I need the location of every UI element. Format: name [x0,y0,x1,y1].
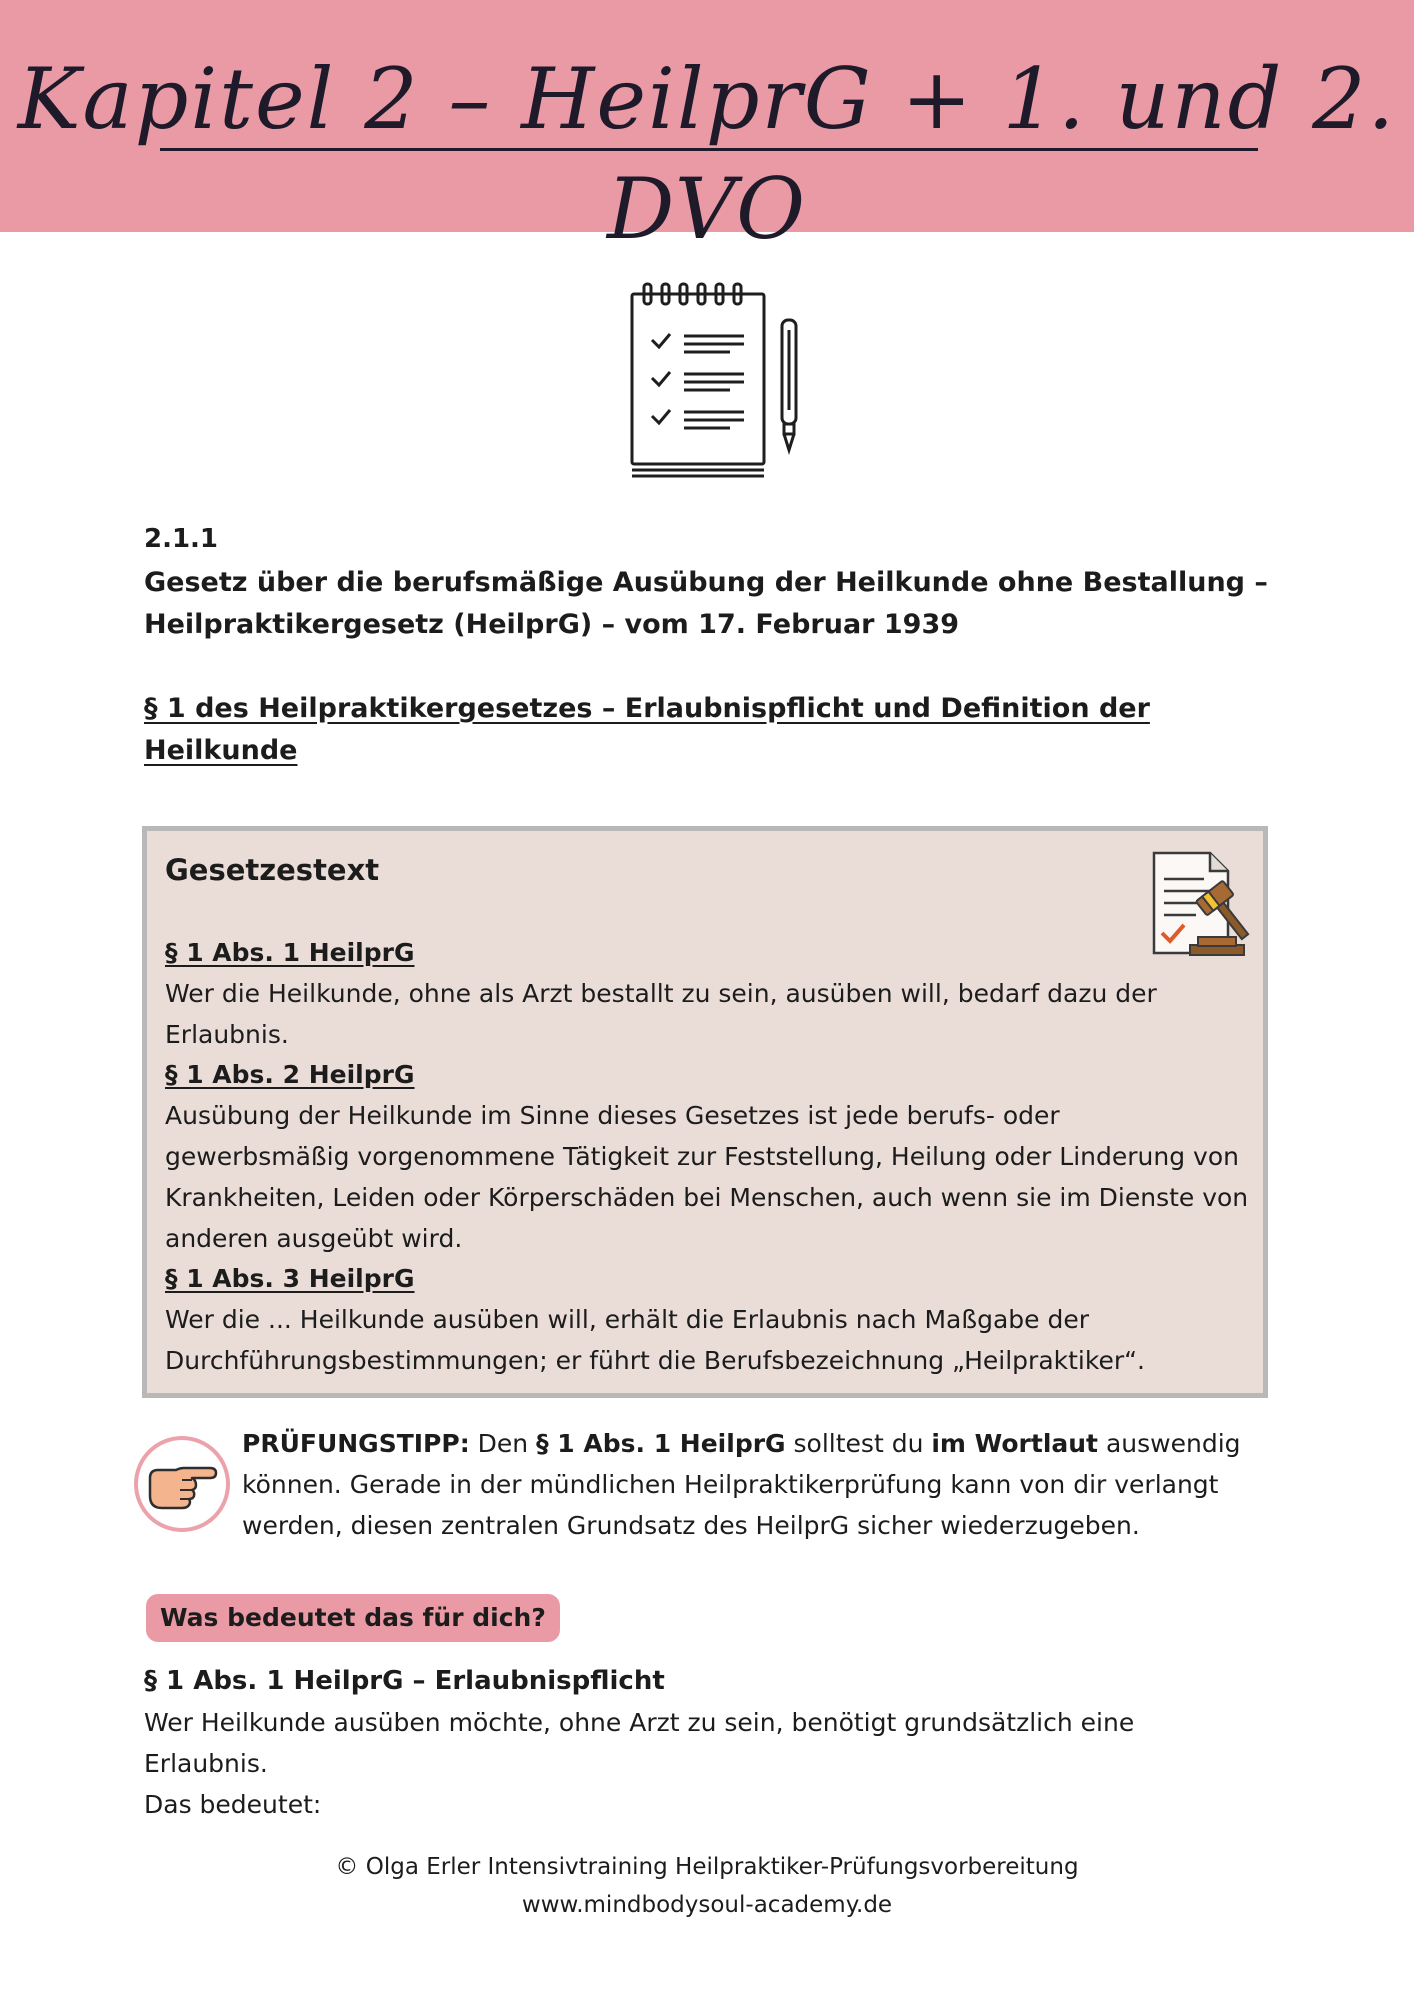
tip-text-part: solltest du [785,1429,932,1458]
meaning-body [144,1703,1264,1825]
law-item-text: Wer die Heilkunde, ohne als Arzt bestallt zu sein, ausüben will, bedarf dazu der Erlaubnis. [165,978,1157,1049]
paragraph-heading: § 1 des Heilpraktikergesetzes – Erlaubnispflicht und Definition der Heilkunde [144,693,1150,766]
footer-copyright: © Olga Erler Intensivtraining Heilpraktiker-Prüfungsvorbereitung [335,1854,1079,1880]
meaning-line: Das bedeutet: [144,1789,322,1819]
law-item-heading: § 1 Abs. 3 HeilprG [165,1264,415,1294]
law-item-heading: § 1 Abs. 2 HeilprG [165,1060,415,1090]
meaning-pill-label: Was bedeutet das für dich? [146,1594,560,1642]
tip-text-part: auswendig können. Gerade in der mündlichen Heilpraktikerprüfung kann von dir verlangt werden, diesen zentralen Grundsatz des HeilprG sicher wiederzugeben. [242,1429,1241,1540]
tip-text-part: Den [469,1429,537,1458]
exam-tip-text [242,1424,1272,1546]
tip-icon-circle [134,1436,230,1532]
chapter-title: Kapitel 2 – HeilprG + 1. und 2. DVO [17,50,1397,258]
section-number: 2.1.1 [144,524,219,554]
meaning-heading: § 1 Abs. 1 HeilprG – Erlaubnispflicht [144,1666,665,1696]
tip-label: PRÜFUNGSTIPP: [242,1429,470,1458]
law-text-box [142,826,1268,1398]
law-box-title: Gesetzestext [165,853,380,887]
footer-website: www.mindbodysoul-academy.de [521,1892,893,1918]
tip-bold: im Wortlaut [931,1429,1099,1458]
title-underline [160,148,1258,151]
section-title: Gesetz über die berufsmäßige Ausübung der Heilkunde ohne Bestallung – Heilpraktikergesetz (HeilprG) – vom 17. Februar 1939 [144,567,1268,640]
law-item-heading: § 1 Abs. 1 HeilprG [165,938,415,967]
law-item-text: Ausübung der Heilkunde im Sinne dieses Gesetzes ist jede berufs- oder gewerbsmäßig vorgenommene Tätigkeit zur Feststellung, Heilung oder Linderung von Krankheiten, Leiden oder Körperschäden bei Menschen, auch wenn sie im Dienste von anderen ausgeübt wird. [165,1101,1249,1253]
law-item-text: Wer die ... Heilkunde ausüben will, erhält die Erlaubnis nach Maßgabe der Durchführungsbestimmungen; er führt die Berufsbezeichnung „Heilpraktiker“. [165,1305,1146,1375]
law-box-body [165,933,1251,1382]
header-banner [0,0,1414,258]
notepad-checklist-icon [620,278,810,478]
meaning-line: Wer Heilkunde ausüben möchte, ohne Arzt zu sein, benötigt grundsätzlich eine Erlaubnis. [144,1708,1135,1778]
pointing-hand-icon [146,1456,218,1512]
footer [0,1848,1414,1924]
tip-bold: § 1 Abs. 1 HeilprG [536,1429,786,1458]
